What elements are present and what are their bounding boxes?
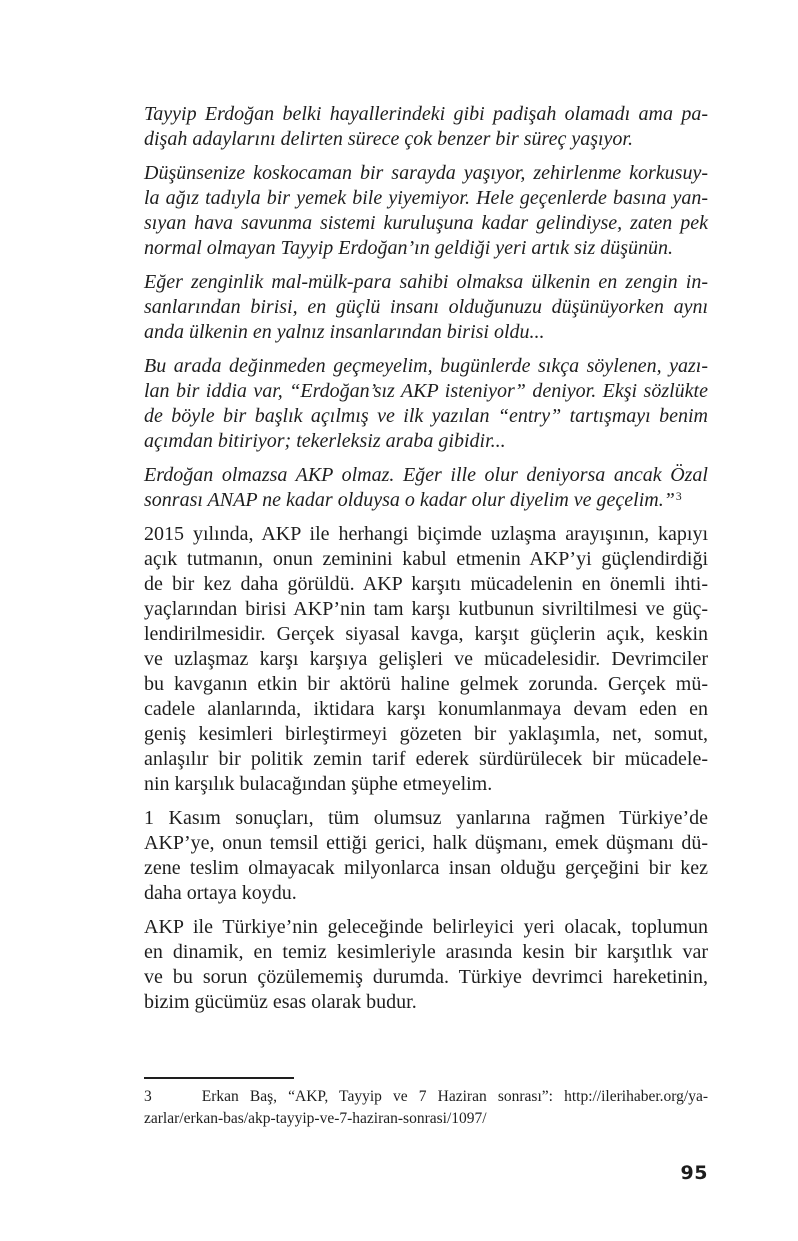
text-line: nin karşılık bulacağından şüphe etmeyelim. [144, 773, 493, 795]
text-line: anda ülkenin en yalnız insanlarından birisi oldu... [144, 321, 545, 343]
text-line: AKP ile Türkiye’nin geleceğinde belirleyici yeri olacak, toplumun [144, 916, 708, 938]
footnote-line-2: zarlar/erkan-bas/akp-tayyip-ve-7-haziran-sonrasi/1097/ [144, 1110, 487, 1127]
text-line: bu kavganın etkin bir aktörü haline gelmek zorunda. Gerçek mü- [144, 673, 708, 695]
text-line: yaçlarından birisi AKP’nin tam karşı kutbunun sivriltilmesi ve güç- [144, 598, 708, 620]
text-line: sıyan hava savunma sistemi kuruluşuna kadar gelindiyse, zaten pek [144, 212, 708, 234]
text-line: sanlarından birisi, en güçlü insanı olduğunuzu düşünüyorken aynı [144, 296, 708, 318]
body-paragraph [144, 522, 708, 797]
text-line: 2015 yılında, AKP ile herhangi biçimde uzlaşma arayışının, kapıyı [144, 523, 708, 545]
quote-paragraph [144, 102, 708, 152]
text-line: Erdoğan olmazsa AKP olmaz. Eğer ille olur deniyorsa ancak Özal [144, 464, 708, 486]
text-line: en dinamik, en temiz kesimleriyle arasında kesin bir karşıtlık var [144, 941, 708, 963]
text-line: sonrası ANAP ne kadar olduysa o kadar olur diyelim ve geçelim.”$^3$ [144, 489, 682, 511]
text-line: daha ortaya koydu. [144, 882, 297, 904]
footnote-separator [144, 1077, 294, 1079]
quote-paragraph [144, 354, 708, 454]
footnote-reference: 3 [675, 489, 682, 503]
footnote-line-1 [144, 1086, 708, 1108]
text-line: zene teslim olmayacak milyonlarca insan olduğu gerçeğini bir kez [144, 857, 708, 879]
text-line: cadele alanlarında, iktidara karşı konumlanmaya devam eden en [144, 698, 708, 720]
body-paragraph [144, 915, 708, 1015]
text-line: bizim gücümüz esas olarak budur. [144, 991, 417, 1013]
text-line: Düşünsenize koskocaman bir sarayda yaşıyor, zehirlenme korkusuy- [144, 162, 708, 184]
text-line: ve bu sorun çözülememiş durumda. Türkiye devrimci hareketinin, [144, 966, 708, 988]
text-line: lan bir iddia var, “Erdoğan’sız AKP isteniyor” deniyor. Ekşi sözlükte [144, 380, 708, 402]
text-line: AKP’ye, onun temsil ettiği gerici, halk düşmanı, emek düşmanı dü- [144, 832, 708, 854]
page-number: 95 [680, 1162, 708, 1184]
footnote [144, 1077, 708, 1130]
text-line: 1 Kasım sonuçları, tüm olumsuz yanlarına rağmen Türkiye’de [144, 807, 708, 829]
body-paragraph [144, 806, 708, 906]
text-line: ve uzlaşmaz karşı karşıya gelişleri ve mücadelesidir. Devrimciler [144, 648, 708, 670]
text-line: de böyle bir başlık açılmış ve ilk yazılan “entry” tartışmayı benim [144, 405, 708, 427]
text-line: açık tutmanın, onun zeminini kabul etmenin AKP’yi güçlendirdiği [144, 548, 708, 570]
footnote-marker: 3 [144, 1088, 152, 1105]
footnote-text: Erkan Baş, “AKP, Tayyip ve 7 Haziran sonrası”: http://ilerihaber.org/ya- [201, 1088, 708, 1105]
text-line: lendirilmesidir. Gerçek siyasal kavga, karşıt güçlerin açık, keskin [144, 623, 708, 645]
text-line: Eğer zenginlik mal-mülk-para sahibi olmaksa ülkenin en zengin in- [144, 271, 708, 293]
text-line: Bu arada değinmeden geçmeyelim, bugünlerde sıkça söylenen, yazı- [144, 355, 708, 377]
text-line: açımdan bitiriyor; tekerleksiz araba gibidir... [144, 430, 506, 452]
quote-paragraph [144, 270, 708, 345]
text-line: de bir kez daha görüldü. AKP karşıtı mücadelenin en önemli ihti- [144, 573, 708, 595]
quote-paragraph [144, 463, 708, 513]
text-line: la ağız tadıyla bir yemek bile yiyemiyor. Hele geçenlerde basına yan- [144, 187, 708, 209]
text-line: geniş kesimleri birleştirmeyi gözeten bir yaklaşımla, net, somut, [144, 723, 708, 745]
page-body [144, 102, 708, 1024]
text-line: anlaşılır bir politik zemin tarif ederek sürdürülecek bir mücadele- [144, 748, 708, 770]
quote-paragraph [144, 161, 708, 261]
text-line: Tayyip Erdoğan belki hayallerindeki gibi padişah olamadı ama pa- [144, 103, 708, 125]
text-line: dişah adaylarını delirten sürece çok benzer bir süreç yaşıyor. [144, 128, 633, 150]
text-line: normal olmayan Tayyip Erdoğan’ın geldiği yeri artık siz düşünün. [144, 237, 674, 259]
